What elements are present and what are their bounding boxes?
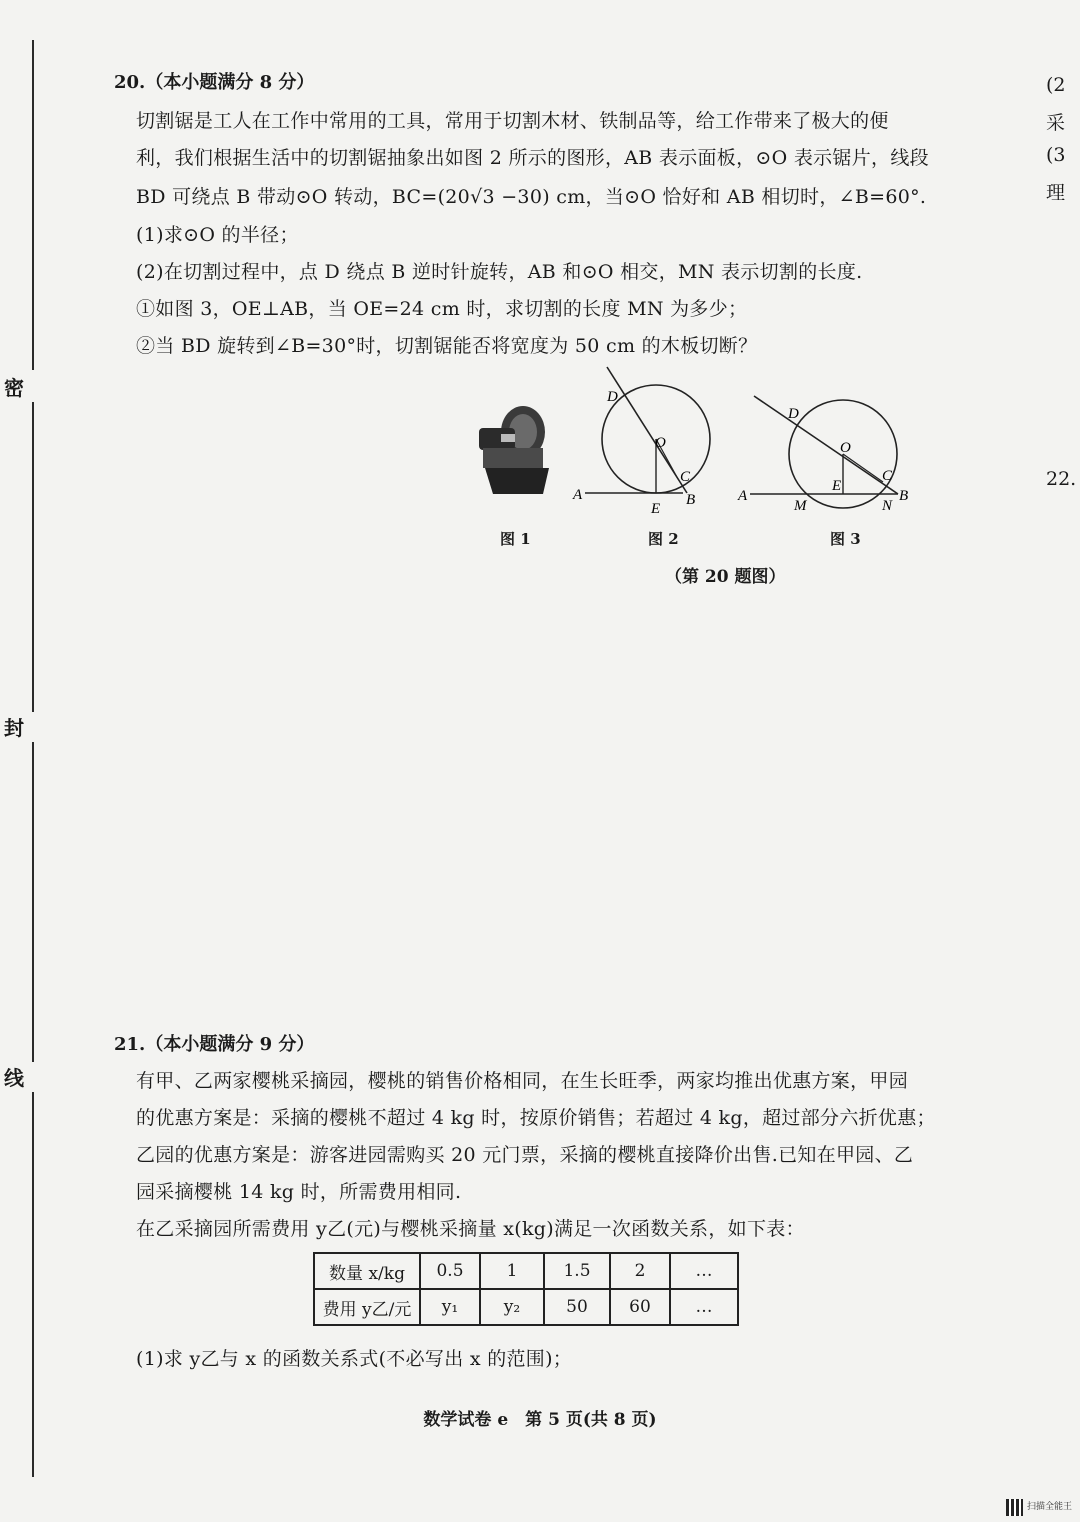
q20-subquestion-2a: ①如图 3，OE⊥AB，当 OE=24 cm 时，求切割的长度 MN 为多少；: [136, 298, 748, 320]
q21-subquestion-1: (1)求 y乙与 x 的函数关系式(不必写出 x 的范围)；: [136, 1348, 573, 1370]
table-cell: 费用 y乙/元: [314, 1289, 420, 1325]
seal-char-feng: 封: [4, 716, 24, 740]
table-cell: …: [670, 1289, 738, 1325]
q20-figure-caption: （第 20 题图）: [665, 567, 786, 587]
table-row: [314, 1253, 738, 1289]
fig3-label-A: A: [738, 488, 748, 504]
q21-header: 21.（本小题满分 9 分）: [114, 1034, 315, 1055]
seal-char-xian: 线: [4, 1066, 24, 1090]
fig3-label-B: B: [899, 488, 909, 504]
seal-line-mid1: [32, 402, 34, 712]
q21-data-table: [313, 1252, 739, 1326]
scanner-brand: 扫描全能王: [1027, 1502, 1073, 1512]
table-cell: y₂: [480, 1289, 544, 1325]
table-cell: …: [670, 1253, 738, 1289]
q20-line: 切割锯是工人在工作中常用的工具，常用于切割木材、铁制品等，给工作带来了极大的便: [136, 110, 889, 132]
fig2-label-O: O: [655, 435, 666, 451]
table-cell: 1: [480, 1253, 544, 1289]
right-fragment: 22.: [1046, 468, 1077, 490]
figure-3-caption: 图 3: [830, 530, 861, 548]
fig3-label-M: M: [794, 498, 807, 514]
fig2-label-D: D: [607, 389, 618, 405]
table-cell: 2: [610, 1253, 670, 1289]
q20-subquestion-2: (2)在切割过程中，点 D 绕点 B 逆时针旋转，AB 和⊙O 相交，MN 表示切割的长度.: [136, 261, 863, 283]
right-fragment: 采: [1046, 112, 1066, 134]
figure-3-diagram: [730, 390, 920, 525]
fig2-label-B: B: [686, 492, 696, 508]
table-cell: 50: [544, 1289, 610, 1325]
fig3-label-D: D: [788, 406, 799, 422]
q20-subquestion-1: (1)求⊙O 的半径；: [136, 224, 299, 246]
fig2-label-E: E: [651, 501, 661, 517]
q21-line: 有甲、乙两家樱桃采摘园，樱桃的销售价格相同，在生长旺季，两家均推出优惠方案，甲园: [136, 1070, 909, 1092]
table-cell: 1.5: [544, 1253, 610, 1289]
q20-line: BD 可绕点 B 带动⊙O 转动，BC=(20√3 −30) cm，当⊙O 恰好和 AB 相切时，∠B=60°.: [136, 186, 927, 208]
figure-2-diagram: [565, 365, 735, 525]
seal-line-top: [32, 40, 34, 370]
right-fragment: (2: [1046, 74, 1066, 96]
figure-1-caption: 图 1: [500, 530, 531, 548]
q21-line: 乙园的优惠方案是：游客进园需购买 20 元门票，采摘的樱桃直接降价出售.已知在甲园、乙: [136, 1144, 914, 1166]
table-cell: 60: [610, 1289, 670, 1325]
figure-1-saw-illustration: [465, 390, 560, 500]
figure-2-caption: 图 2: [648, 530, 679, 548]
qr-code-icon: [1006, 1499, 1023, 1516]
seal-char-mi: 密: [4, 376, 24, 400]
table-row: [314, 1289, 738, 1325]
right-fragment: 理: [1046, 182, 1066, 204]
q20-header: 20.（本小题满分 8 分）: [114, 72, 315, 93]
fig2-label-C: C: [680, 469, 691, 485]
q21-line: 在乙采摘园所需费用 y乙(元)与樱桃采摘量 x(kg)满足一次函数关系，如下表：: [136, 1218, 805, 1240]
fig3-label-N: N: [882, 498, 893, 514]
q20-line: 利，我们根据生活中的切割锯抽象出如图 2 所示的图形，AB 表示面板，⊙O 表示锯片，线段: [136, 147, 929, 169]
q21-line: 的优惠方案是：采摘的樱桃不超过 4 kg 时，按原价销售；若超过 4 kg，超过部分六折优惠；: [136, 1107, 936, 1129]
table-cell: 数量 x/kg: [314, 1253, 420, 1289]
q20-subquestion-2b: ②当 BD 旋转到∠B=30°时，切割锯能否将宽度为 50 cm 的木板切断？: [136, 335, 758, 357]
fig3-label-E: E: [832, 478, 842, 494]
page-footer: 数学试卷 e 第 5 页(共 8 页): [423, 1410, 657, 1430]
q21-line: 园采摘樱桃 14 kg 时，所需费用相同.: [136, 1181, 462, 1203]
right-fragment: (3: [1046, 144, 1066, 166]
seal-line-mid2: [32, 742, 34, 1062]
fig2-label-A: A: [573, 487, 583, 503]
table-cell: 0.5: [420, 1253, 480, 1289]
fig3-label-C: C: [882, 468, 893, 484]
table-cell: y₁: [420, 1289, 480, 1325]
fig3-label-O: O: [840, 440, 851, 456]
